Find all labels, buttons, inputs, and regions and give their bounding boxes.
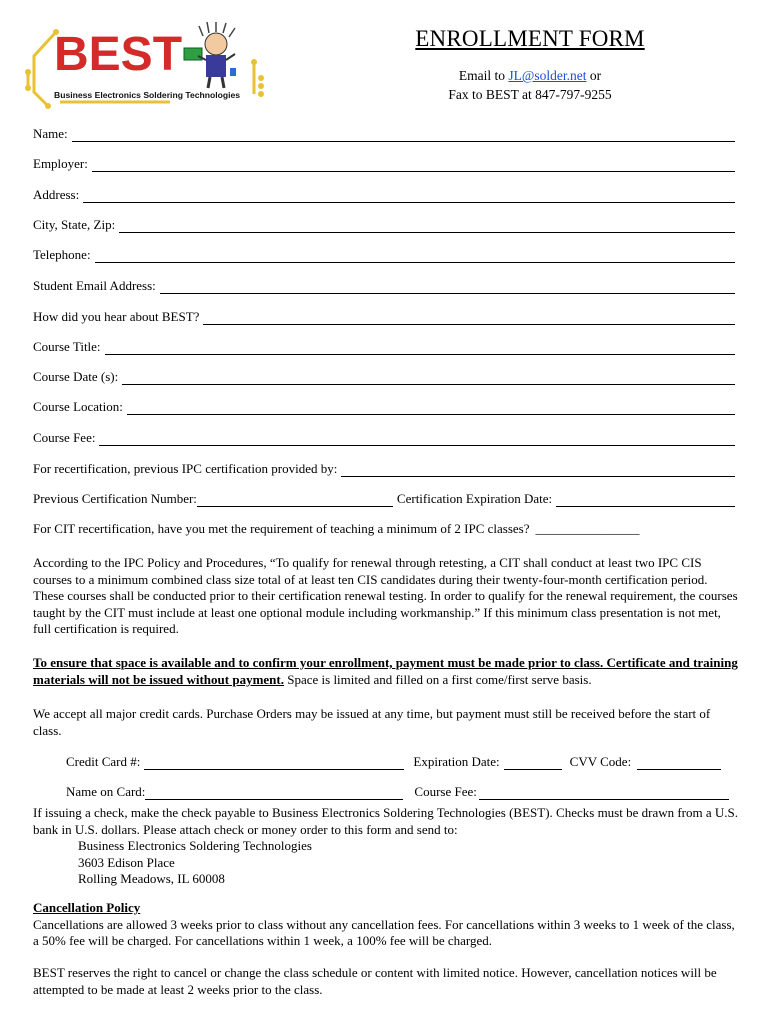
telephone-line[interactable] (95, 249, 735, 263)
card-number-label: Credit Card #: (66, 754, 141, 769)
email-prefix: Email to (458, 68, 509, 83)
mascot-icon (184, 22, 236, 88)
name-field[interactable] (33, 124, 735, 142)
course-title-line[interactable] (105, 341, 735, 355)
telephone-label: Telephone: (33, 247, 91, 262)
course-title-field[interactable] (33, 337, 735, 355)
logo-tagline: Business Electronics Soldering Technologies (54, 90, 241, 100)
ipc-policy-text: According to the IPC Policy and Procedures, “To qualify for renewal through retesting, a CIT shall conduct at least two IPC CIS courses to a minimum combined class size total of at least ten CIS candidates during their twenty-four-month certification period. These courses shall be conducted prior to their certification renewal testing. In order to qualify for the renewal requirement, the courses taught by the CIT must include at least one optional module including workmanship.” If this minimum class presentation is not met, full certification is required. (33, 555, 738, 636)
form-title: ENROLLMENT FORM (415, 26, 645, 51)
student-email-label: Student Email Address: (33, 278, 156, 293)
cvv-line[interactable] (637, 756, 721, 770)
card-fee-line[interactable] (479, 786, 729, 800)
cancellation-heading: Cancellation Policy (33, 900, 141, 915)
payment-bold-text: To ensure that space is available and to confirm your enrollment, payment must be made prior to class. Certificate and training materials will not be issued without payment. (33, 655, 738, 687)
card-row-2 (66, 782, 729, 800)
student-email-line[interactable] (160, 280, 735, 294)
email-suffix: or (586, 68, 602, 83)
address-line-2: 3603 Edison Place (78, 854, 175, 870)
form-header (360, 26, 700, 104)
recert-line[interactable] (341, 463, 735, 477)
heard-field[interactable] (33, 307, 735, 325)
cit-answer-blank[interactable]: ________________ (535, 521, 640, 536)
recert-label: For recertification, previous IPC certification provided by: (33, 461, 338, 476)
course-location-field[interactable] (33, 397, 735, 415)
name-line[interactable] (72, 128, 735, 142)
reserve-text: BEST reserves the right to cancel or change the class schedule or content with limited notice. However, cancellation notices will be attempted to be made at least 2 weeks prior to the class. (33, 965, 717, 997)
telephone-field[interactable] (33, 245, 735, 263)
course-title-label: Course Title: (33, 339, 101, 354)
card-exp-line[interactable] (504, 756, 562, 770)
logo-wordmark: BEST (54, 28, 183, 81)
cert-exp-line[interactable] (556, 493, 735, 507)
payment-notice (33, 655, 738, 688)
heard-label: How did you hear about BEST? (33, 309, 200, 324)
cvv-label: CVV Code: (569, 754, 632, 769)
fax-text: Fax to BEST at 847-797-9255 (448, 87, 612, 102)
cancellation-text: Cancellations are allowed 3 weeks prior to class without any cancellation fees. For cancellations within 3 weeks to 1 week of the class, a 50% fee will be charged. For cancellations within 1 week, a 100% fee will be charged. (33, 916, 735, 948)
credit-card-text: We accept all major credit cards. Purchase Orders may be issued at any time, but payment must still be received before the start of class. (33, 706, 711, 738)
check-text: If issuing a check, make the check payable to Business Electronics Soldering Technologies (BEST). Checks must be drawn from a U.S. bank in U.S. dollars. Please attach check or money order to this form and send to: (33, 805, 739, 837)
heard-line[interactable] (203, 311, 735, 325)
address-label: Address: (33, 187, 80, 202)
card-fee-label: Course Fee: (414, 784, 477, 799)
card-number-line[interactable] (144, 756, 404, 770)
prev-cert-line[interactable] (197, 493, 393, 507)
city-line[interactable] (119, 219, 735, 233)
address-line[interactable] (83, 189, 735, 203)
course-fee-field[interactable] (33, 428, 735, 446)
course-dates-field[interactable] (33, 367, 735, 385)
course-fee-label: Course Fee: (33, 430, 96, 445)
employer-field[interactable] (33, 154, 735, 172)
course-location-line[interactable] (127, 401, 735, 415)
cit-question: For CIT recertification, have you met the requirement of teaching a minimum of 2 IPC classes? (33, 521, 530, 536)
card-exp-label: Expiration Date: (413, 754, 500, 769)
cancellation-section (33, 900, 738, 950)
cert-number-row (33, 489, 735, 507)
prev-cert-label: Previous Certification Number: (33, 491, 197, 506)
course-dates-line[interactable] (122, 371, 735, 385)
address-line-1: Business Electronics Soldering Technologies (78, 838, 312, 853)
email-link[interactable]: JL@solder.net (508, 68, 587, 83)
card-name-line[interactable] (145, 786, 403, 800)
card-row-1 (66, 752, 721, 770)
course-fee-line[interactable] (99, 432, 735, 446)
cit-row (33, 519, 735, 537)
employer-line[interactable] (92, 158, 735, 172)
name-label: Name: (33, 126, 68, 141)
address-field[interactable] (33, 185, 735, 203)
course-location-label: Course Location: (33, 399, 123, 414)
student-email-field[interactable] (33, 276, 735, 294)
cert-exp-label: Certification Expiration Date: (396, 491, 553, 506)
city-field[interactable] (33, 215, 735, 233)
contact-info (360, 66, 700, 104)
course-dates-label: Course Date (s): (33, 369, 119, 384)
mailing-address (78, 838, 312, 888)
employer-label: Employer: (33, 156, 88, 171)
payment-normal-text: Space is limited and filled on a first come/first serve basis. (283, 671, 592, 687)
recert-field[interactable] (33, 459, 735, 477)
best-logo (20, 22, 270, 112)
card-name-label: Name on Card: (66, 784, 146, 799)
city-label: City, State, Zip: (33, 217, 116, 232)
address-line-3: Rolling Meadows, IL 60008 (78, 871, 225, 886)
